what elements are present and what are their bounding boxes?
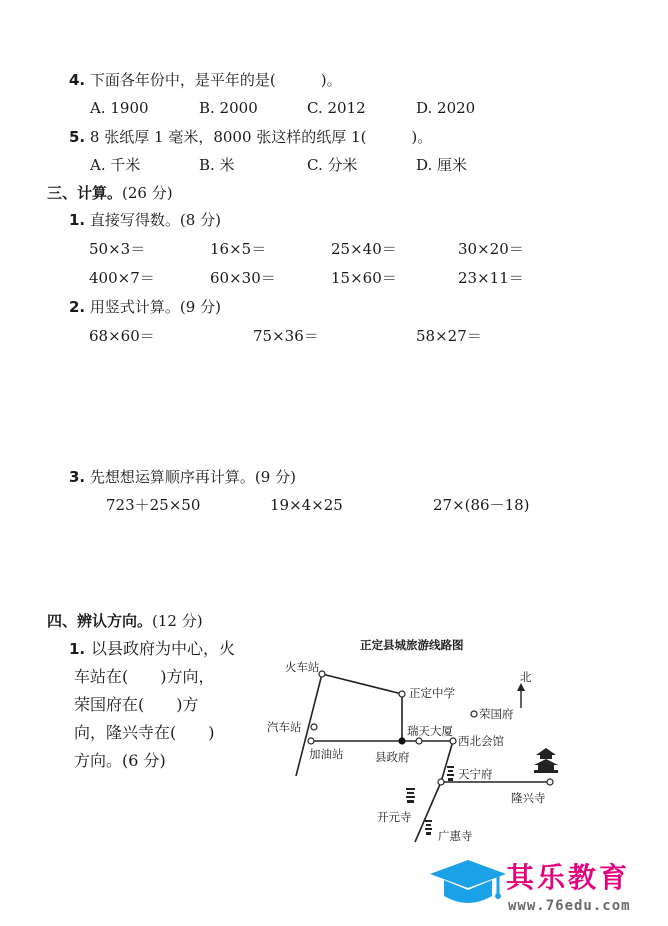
q5-option-b: B. 米 xyxy=(199,156,235,174)
q5-stem: 8 张纸厚 1 毫米，8000 张这样的纸厚 1( )。 xyxy=(89,128,433,146)
train-station-node xyxy=(319,671,325,677)
oral-calc-item: 16×5＝ xyxy=(210,240,267,258)
s3-p1-title: 直接写得数。(8 分) xyxy=(89,211,221,229)
oral-calc-item: 15×60＝ xyxy=(331,269,397,287)
bus-station-node xyxy=(311,724,317,730)
gas-station-node xyxy=(308,738,314,744)
s3-p1-number: 1. xyxy=(69,211,86,229)
ruitian-node xyxy=(416,738,422,744)
s4-q1-number: 1. xyxy=(69,640,86,658)
place-longxing: 隆兴寺 xyxy=(511,791,546,805)
tour-route-map xyxy=(255,630,575,860)
q5-option-a: A. 千米 xyxy=(90,156,141,174)
pagoda-icon xyxy=(425,820,432,835)
junction-node xyxy=(438,779,444,785)
oral-calc-item: 50×3＝ xyxy=(89,240,146,258)
section4-heading xyxy=(47,611,203,631)
place-county-gov: 县政府 xyxy=(375,750,410,764)
county-gov-node xyxy=(398,737,405,744)
s4-q1-line: 车站在( )方向， xyxy=(74,667,215,686)
q5-number: 5. xyxy=(69,128,86,146)
s4-q1-line: 以县政府为中心，火 xyxy=(91,639,236,658)
order-calc-item: 27×(86－18) xyxy=(433,496,530,514)
place-rongguofu: 荣国府 xyxy=(479,707,514,721)
oral-calc-item: 25×40＝ xyxy=(331,240,397,258)
section4-score: (12 分) xyxy=(152,612,203,630)
place-gas-station: 加油站 xyxy=(309,747,344,761)
oral-calc-item: 23×11＝ xyxy=(458,269,524,287)
q4-line xyxy=(69,70,342,90)
place-guanghui: 广惠寺 xyxy=(438,829,473,843)
place-ruitian: 瑞天大厦 xyxy=(407,724,453,738)
q5-line xyxy=(69,127,432,147)
temple-icon xyxy=(534,748,558,773)
place-kaiyuan: 开元寺 xyxy=(377,810,412,824)
place-zhengding-middle: 正定中学 xyxy=(409,686,455,700)
order-calc-item: 723＋25×50 xyxy=(106,496,201,514)
rongguofu-node xyxy=(471,711,477,717)
q4-stem: 下面各年份中，是平年的是( )。 xyxy=(89,71,342,89)
s4-q1-line: 向，隆兴寺在( ) xyxy=(74,723,215,742)
brand-logo xyxy=(428,848,668,926)
oral-calc-item: 30×20＝ xyxy=(458,240,524,258)
map-north-label: 北 xyxy=(520,670,532,684)
pagoda-icon xyxy=(406,788,415,803)
q4-option-c: C. 2012 xyxy=(307,99,366,117)
oral-calc-item: 60×30＝ xyxy=(210,269,276,287)
s3-p3-title: 先想想运算顺序再计算。(9 分) xyxy=(89,468,296,486)
q4-option-b: B. 2000 xyxy=(199,99,258,117)
longxing-node xyxy=(547,779,553,785)
q4-option-a: A. 1900 xyxy=(90,99,149,117)
section3-score: (26 分) xyxy=(122,184,173,202)
s3-p1-heading xyxy=(69,210,221,230)
q4-option-d: D. 2020 xyxy=(416,99,476,117)
place-northwest-hall: 西北会馆 xyxy=(458,734,504,748)
middle-school-node xyxy=(399,691,405,697)
vertical-calc-item: 68×60＝ xyxy=(89,327,155,345)
s4-q1-line: 荣国府在( )方 xyxy=(74,695,199,714)
s3-p2-number: 2. xyxy=(69,298,86,316)
s3-p3-number: 3. xyxy=(69,468,86,486)
section3-heading xyxy=(47,183,173,203)
oral-calc-item: 400×7＝ xyxy=(89,269,155,287)
map-title: 正定县城旅游线路图 xyxy=(360,638,464,652)
section4-title: 四、辨认方向。 xyxy=(47,612,153,630)
s3-p3-heading xyxy=(69,467,296,487)
s4-q1-line: 方向。(6 分) xyxy=(74,751,166,770)
place-tianningfu: 天宁府 xyxy=(458,767,493,781)
graduation-cap-icon xyxy=(428,852,510,912)
brand-url: www.76edu.com xyxy=(508,898,631,914)
section3-title: 三、计算。 xyxy=(47,184,123,202)
brand-name: 其乐教育 xyxy=(506,861,631,894)
northwest-hall-node xyxy=(450,738,456,744)
s3-p2-heading xyxy=(69,297,221,317)
q5-option-c: C. 分米 xyxy=(307,156,358,174)
place-bus-station: 汽车站 xyxy=(267,720,302,734)
place-train-station: 火车站 xyxy=(285,660,320,674)
order-calc-item: 19×4×25 xyxy=(270,496,343,514)
vertical-calc-item: 58×27＝ xyxy=(416,327,482,345)
vertical-calc-item: 75×36＝ xyxy=(253,327,319,345)
q5-option-d: D. 厘米 xyxy=(416,156,468,174)
q4-number: 4. xyxy=(69,71,86,89)
pagoda-icon xyxy=(447,766,454,781)
s3-p2-title: 用竖式计算。(9 分) xyxy=(89,298,221,316)
